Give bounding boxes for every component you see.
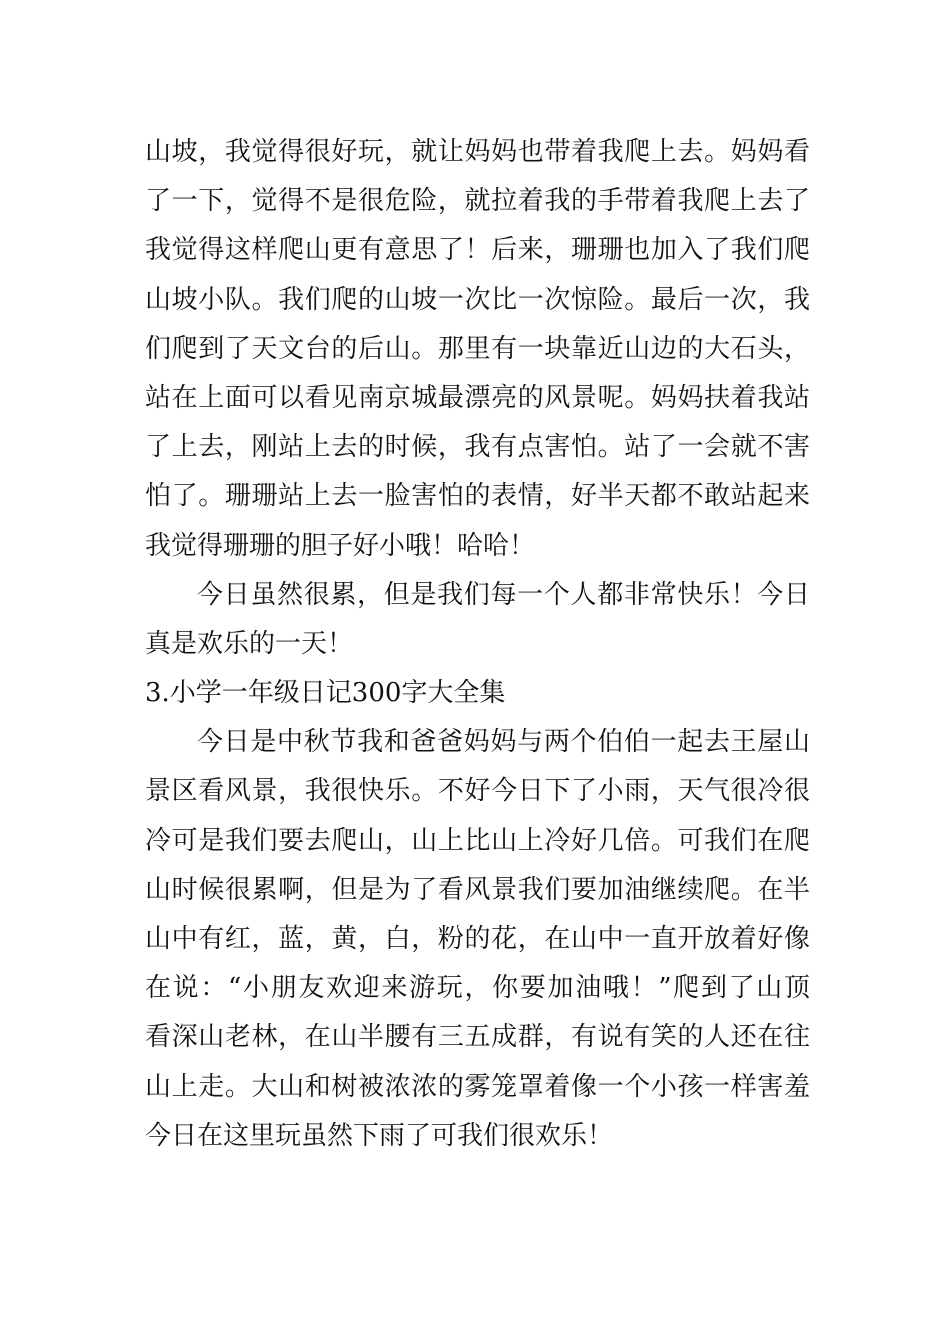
text-line: 景区看风景，我很快乐。不好今日下了小雨，天气很冷很 — [145, 776, 810, 807]
paragraph-start-line: 今日是中秋节我和爸爸妈妈与两个伯伯一起去王屋山 — [197, 727, 810, 758]
text-line: 山上走。大山和树被浓浓的雾笼罩着像一个小孩一样害羞 — [145, 1071, 810, 1102]
text-line: 怕了。珊珊站上去一脸害怕的表情，好半天都不敢站起来 — [145, 481, 810, 512]
paragraph-end-line: 今日在这里玩虽然下雨了可我们很欢乐！ — [145, 1120, 614, 1151]
text-line: 了一下，觉得不是很危险，就拉着我的手带着我爬上去了 — [145, 186, 810, 217]
text-line: 山坡小队。我们爬的山坡一次比一次惊险。最后一次，我 — [145, 284, 810, 315]
text-line: 冷可是我们要去爬山，山上比山上冷好几倍。可我们在爬 — [145, 825, 810, 856]
text-line: 我觉得这样爬山更有意思了！后来，珊珊也加入了我们爬 — [145, 235, 810, 266]
text-line: 山坡，我觉得很好玩，就让妈妈也带着我爬上去。妈妈看 — [145, 137, 810, 167]
paragraph-end-line: 我觉得珊珊的胆子好小哦！哈哈！ — [145, 530, 536, 561]
text-line: 看深山老林，在山半腰有三五成群，有说有笑的人还在往 — [145, 1022, 810, 1053]
paragraph-end-line: 真是欢乐的一天！ — [145, 628, 354, 659]
section-heading: 3.小学一年级日记300字大全集 — [145, 678, 506, 709]
text-line: 们爬到了天文台的后山。那里有一块靠近山边的大石头， — [145, 333, 810, 364]
paragraph-start-line: 今日虽然很累，但是我们每一个人都非常快乐！今日 — [197, 579, 810, 610]
text-line: 了上去，刚站上去的时候，我有点害怕。站了一会就不害 — [145, 432, 810, 463]
text-line: 站在上面可以看见南京城最漂亮的风景呢。妈妈扶着我站 — [145, 382, 810, 413]
document-body — [145, 128, 810, 1161]
text-line: 山时候很累啊，但是为了看风景我们要加油继续爬。在半 — [145, 874, 810, 905]
text-line: 山中有红，蓝，黄，白，粉的花，在山中一直开放着好像 — [145, 924, 810, 954]
text-line: 在说：“小朋友欢迎来游玩，你要加油哦！”爬到了山顶 — [145, 973, 810, 1004]
